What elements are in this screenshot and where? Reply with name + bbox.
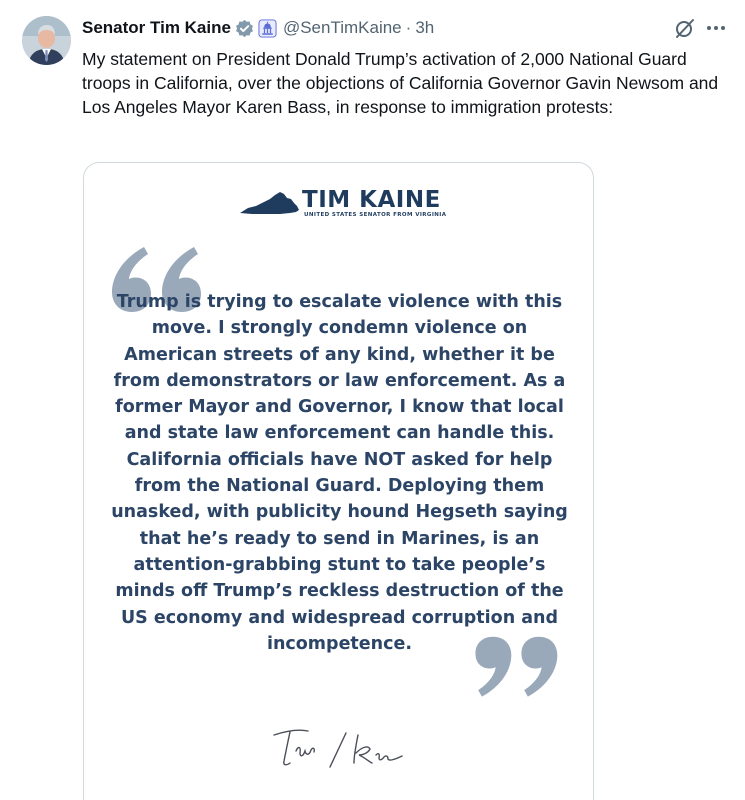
government-capitol-icon[interactable] xyxy=(258,19,277,38)
verified-badge-icon[interactable] xyxy=(235,19,254,38)
statement-image[interactable] xyxy=(83,162,594,800)
more-icon[interactable] xyxy=(705,17,727,39)
tweet-text: My statement on President Donald Trump’s activation of 2,000 National Guard troops in California, over the objections of California Governor Gavin Newsom and Los Angeles Mayor Karen Bass, in response to immigration protests: xyxy=(82,49,719,117)
logo-name: TIM KAINE xyxy=(302,187,441,213)
logo-subtitle: UNITED STATES SENATOR FROM VIRGINIA xyxy=(304,212,447,218)
virginia-map-icon xyxy=(240,191,300,215)
statement-quote: Trump is trying to escalate violence with this move. I strongly condemn violence on American streets of any kind, whether it be from demonstrators or law enforcement. As a former Mayor and Governor, I know that local and state law enforcement can handle this. California officials have NOT asked for help from the National Guard. Deploying them unasked, with publicity hound Hegseth saying that he’s ready to send in Marines, is an attention-grabbing stunt to take people’s minds off Trump’s reckless destruction of the US economy and widespread corruption and incompetence. xyxy=(111,292,568,654)
timestamp[interactable]: 3h xyxy=(415,18,435,37)
senator-portrait xyxy=(22,16,71,65)
tweet-header xyxy=(82,16,434,40)
signature xyxy=(268,719,418,780)
author-handle[interactable]: @SenTimKaine xyxy=(282,18,402,37)
close-quote-icon xyxy=(469,633,561,710)
meta-separator: · xyxy=(405,18,412,37)
tim-kaine-logo xyxy=(240,187,450,219)
avatar[interactable] xyxy=(22,16,71,65)
slash-circle-icon[interactable] xyxy=(674,17,696,39)
author-name[interactable]: Senator Tim Kaine xyxy=(82,18,231,37)
